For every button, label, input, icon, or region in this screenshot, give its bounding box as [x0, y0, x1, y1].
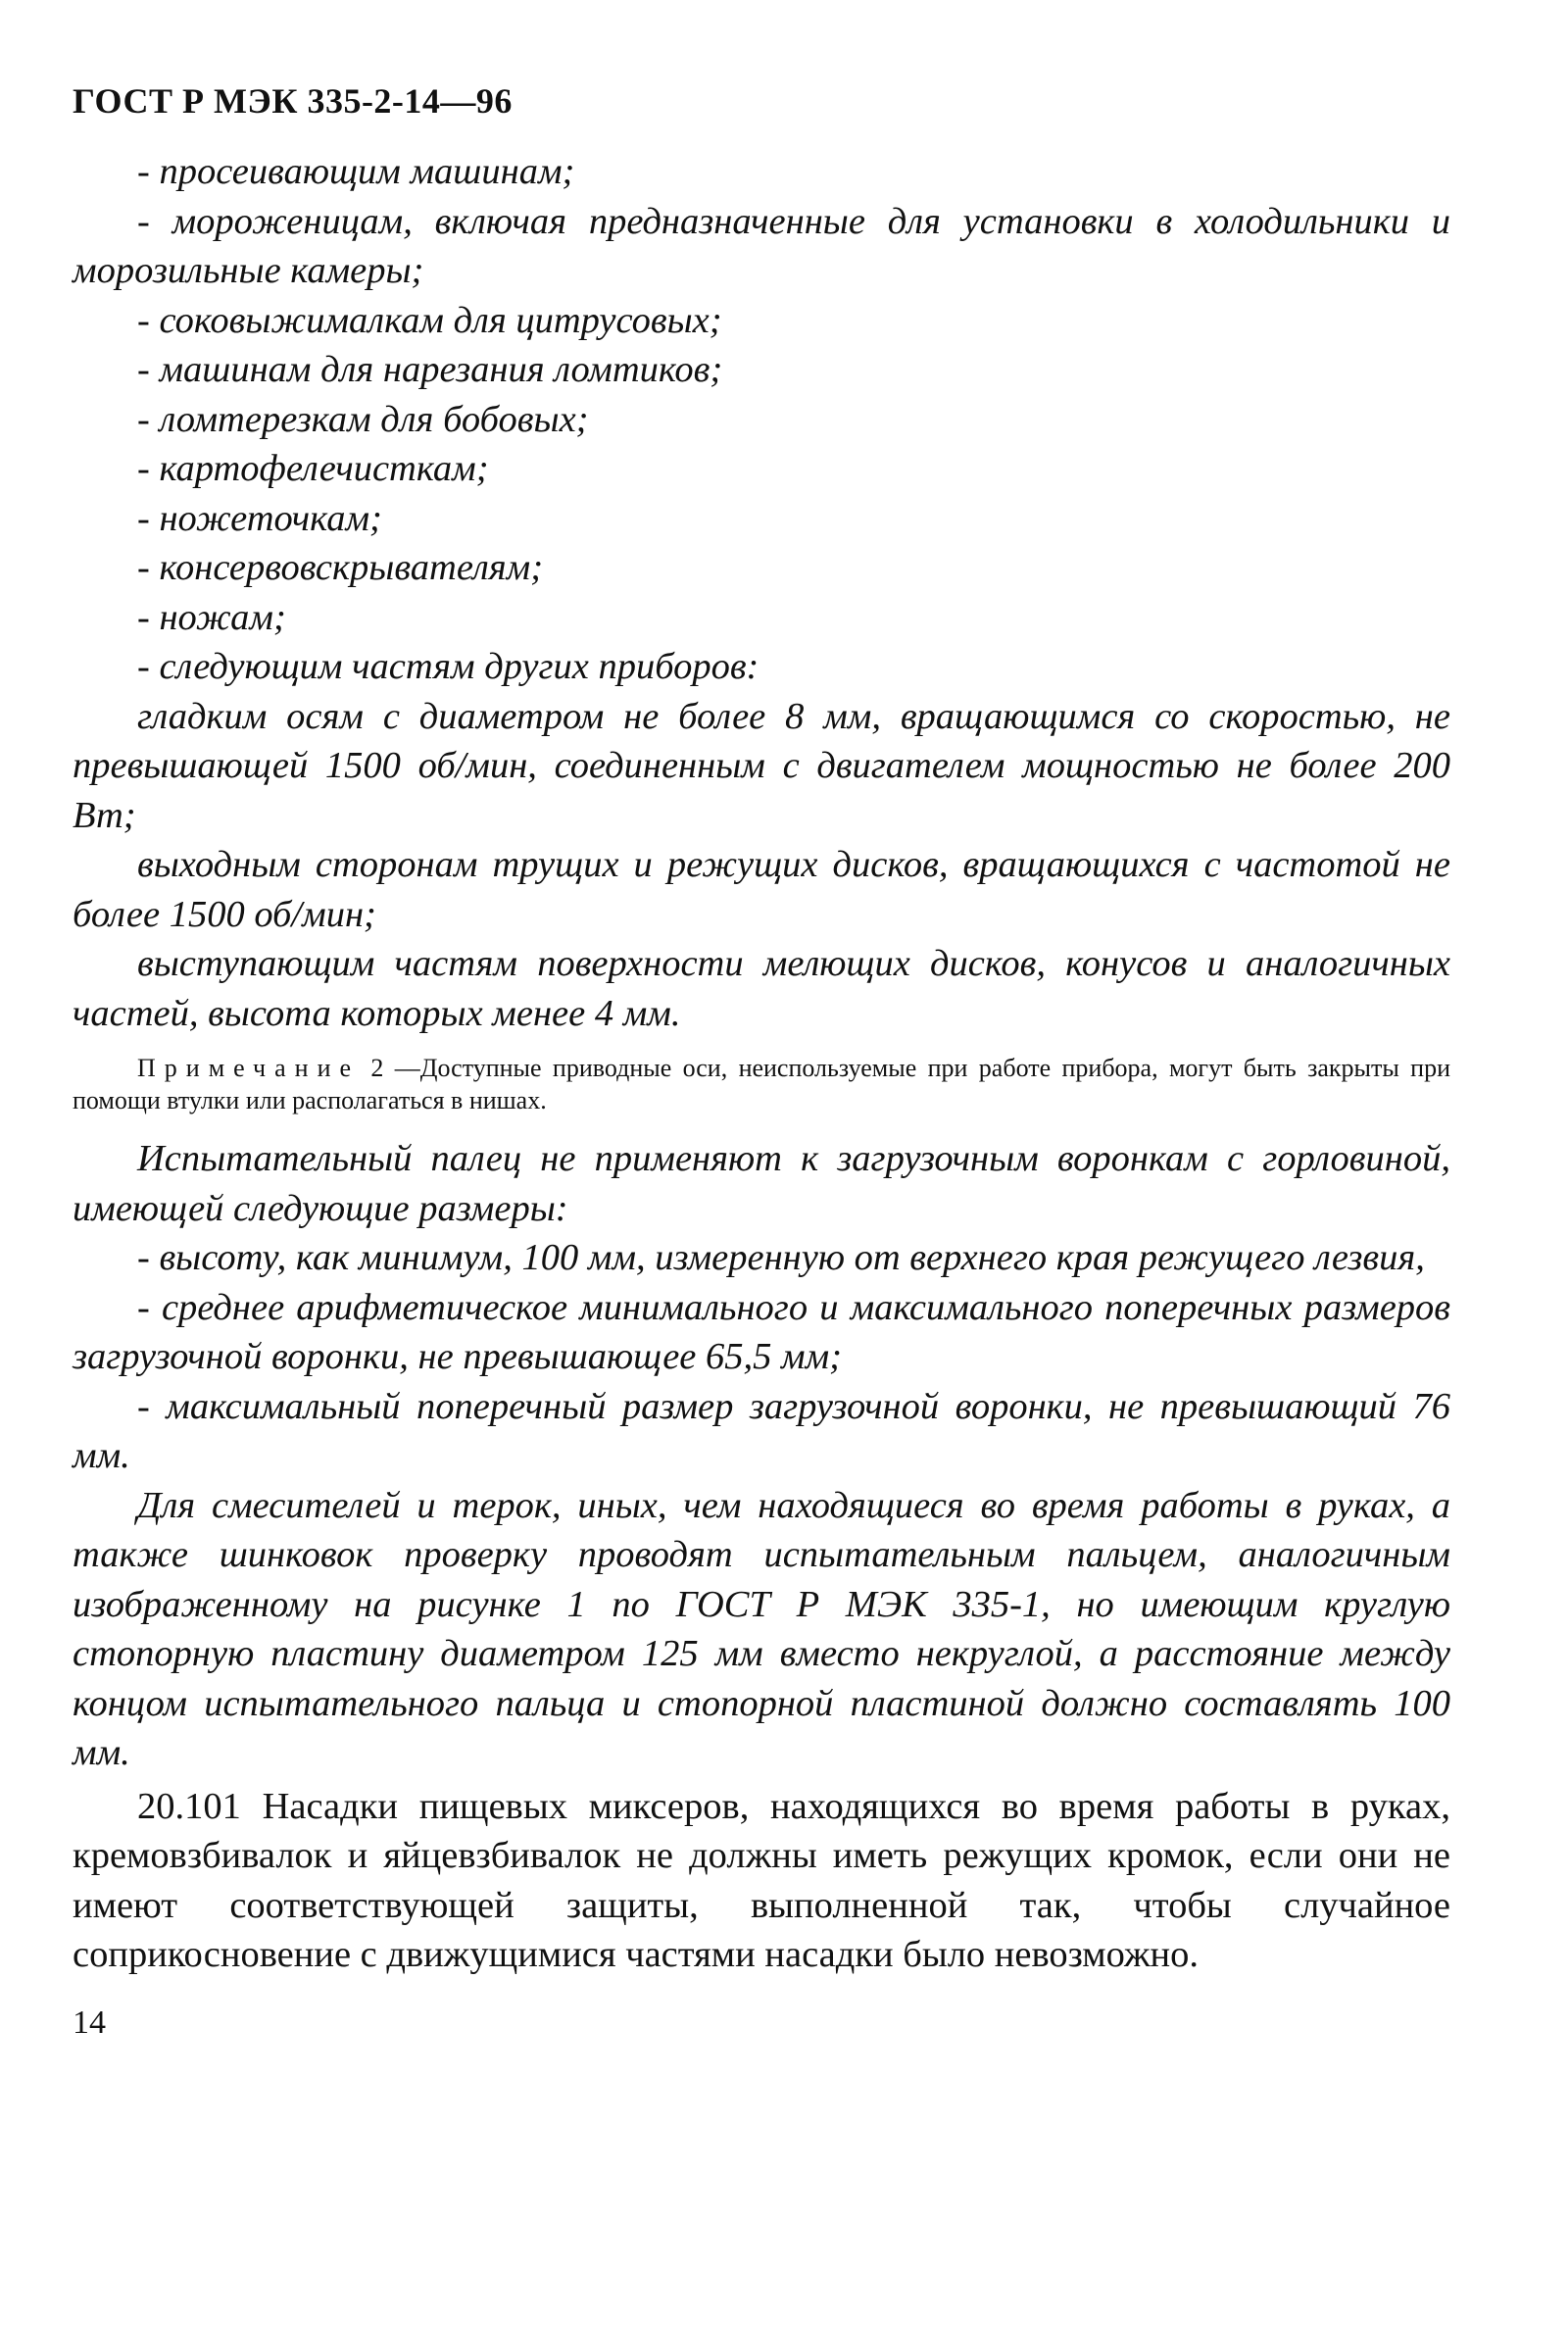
list-item: - ломтерезкам для бобовых; — [137, 398, 589, 440]
page-number: 14 — [73, 2004, 106, 2041]
list-item: - картофелечисткам; — [137, 448, 489, 489]
document-header: ГОСТ Р МЭК 335-2-14—96 — [73, 81, 513, 121]
note-text: 2 —Доступные приводные оси, неиспользуемые при работе прибора, могут быть закрыты при помощи втулки или располагаться в нишах. — [73, 1054, 1451, 1114]
mixers-paragraph: Для смесителей и терок, иных, чем находящиеся во время работы в руках, а также шинковок проверку проводят испытательным пальцем, аналогичным изображенному на рисунке 1 по ГОСТ Р МЭК 335-1, но имеющим круглую стопорную пластину диаметром 125 мм вместо некруглой, а расстояние между концом испытательного пальца и стопорной пластиной должно составлять 100 мм. — [73, 1484, 1450, 1773]
sub-item: гладким осям с диаметром не более 8 мм, вращающимся со скоростью, не превышающей 1500 об/мин, соединенным с двигателем мощностью не более 200 Вт; — [73, 695, 1450, 836]
clause-text: Насадки пищевых миксеров, находящихся во время работы в руках, кремовзбивалок и яйцевзбивалок не должны иметь режущих кромок, если они не имеют соответствующей защиты, выполненной так, чтобы случайное соприкосновение с движущимися частями насадки было невозможно. — [73, 1785, 1450, 1975]
note-paragraph — [73, 1052, 1450, 1116]
clause-paragraph — [73, 1782, 1450, 1980]
list-item: - максимальный поперечный размер загрузочной воронки, не превышающий 76 мм. — [73, 1385, 1450, 1476]
note-label: Примечание — [137, 1054, 361, 1082]
sub-item: выходным сторонам трущих и режущих дисков, вращающихся с частотой не более 1500 об/мин; — [73, 844, 1450, 935]
list-item: - высоту, как минимум, 100 мм, измеренную от верхнего края режущего лезвия, — [137, 1237, 1425, 1278]
list-item: - консервовскрывателям; — [137, 547, 544, 588]
list-item: - ножеточкам; — [137, 497, 382, 539]
list-item: - машинам для нарезания ломтиков; — [137, 349, 723, 390]
clause-number: 20.101 — [137, 1785, 241, 1827]
sub-item: выступающим частям поверхности мелющих дисков, конусов и аналогичных частей, высота которых менее 4 мм. — [73, 943, 1450, 1034]
list-item: - ножам; — [137, 596, 286, 638]
list-item: - следующим частям других приборов: — [137, 646, 760, 687]
list-item: - среднее арифметическое минимального и максимального поперечных размеров загрузочной воронки, не превышающее 65,5 мм; — [73, 1286, 1450, 1377]
list-item: - соковыжималкам для цитрусовых; — [137, 299, 722, 341]
list-item: - мороженицам, включая предназначенные для установки в холодильники и морозильные камеры; — [73, 200, 1450, 291]
list-item: - просеивающим машинам; — [137, 151, 575, 192]
funnel-intro: Испытательный палец не применяют к загрузочным воронкам с горловиной, имеющей следующие размеры: — [73, 1138, 1450, 1229]
